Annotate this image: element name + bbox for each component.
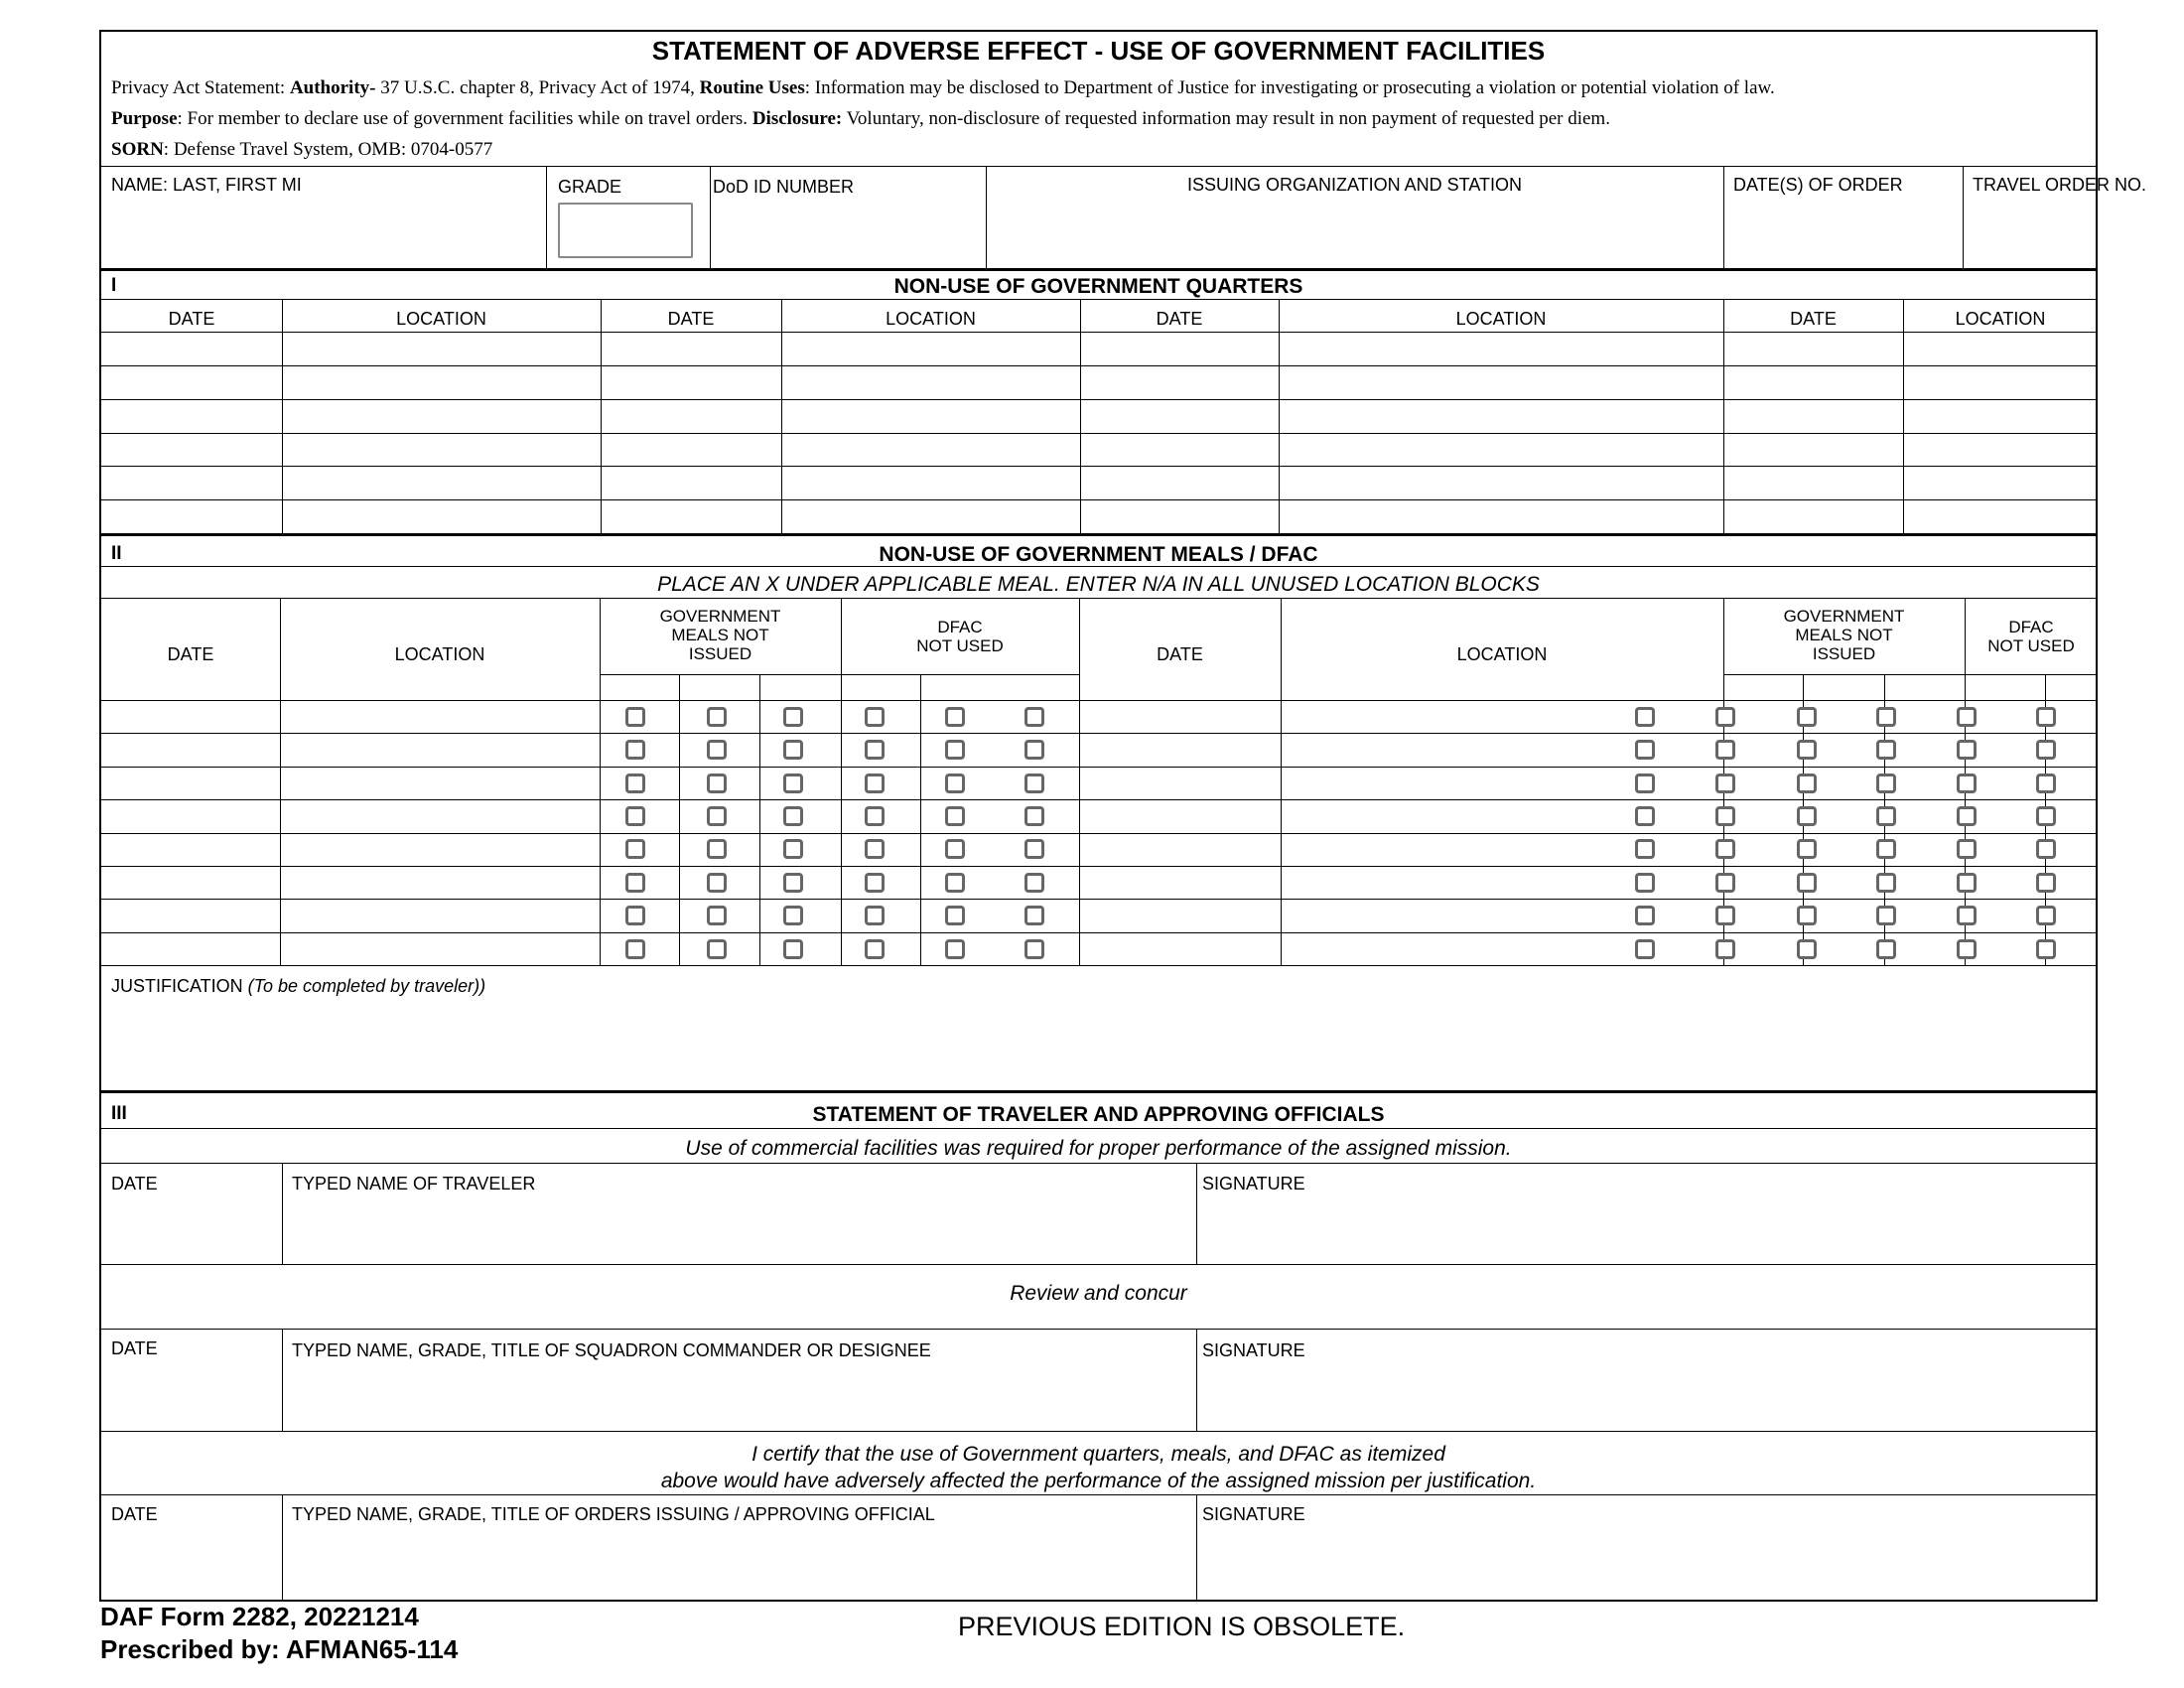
authority-text: 37 U.S.C. chapter 8, Privacy Act of 1974,	[375, 77, 700, 98]
name-field-label: NAME: LAST, FIRST MI	[111, 175, 302, 195]
meals-date-input[interactable]	[103, 702, 278, 733]
quarters-location-input[interactable]	[1905, 500, 2096, 531]
checkbox-dfac-m[interactable]	[865, 839, 885, 859]
checkbox-dfac-n[interactable]	[945, 839, 965, 859]
meals-date-input[interactable]	[103, 769, 278, 799]
rule-line	[1963, 166, 1964, 268]
checkbox-dfac-m[interactable]	[1876, 740, 1896, 760]
justification-input[interactable]	[103, 1005, 2096, 1088]
checkbox-dfac-e[interactable]	[1024, 707, 1044, 727]
checkbox-dfac-e[interactable]	[1024, 806, 1044, 826]
rule-line	[710, 166, 711, 268]
checkbox-dfac-n[interactable]	[1957, 873, 1977, 893]
adverse-effect-form	[99, 30, 2147, 1602]
rule-line	[679, 674, 680, 965]
dates-of-order-input[interactable]	[1726, 201, 1959, 264]
checkbox-dfac-n[interactable]	[945, 939, 965, 959]
checkbox-dfac-n[interactable]	[1957, 939, 1977, 959]
quarters-location-header: LOCATION	[1955, 309, 2046, 329]
checkbox-gov-e[interactable]	[1797, 939, 1817, 959]
quarters-date-header: DATE	[1790, 309, 1837, 329]
quarters-location-input[interactable]	[284, 500, 599, 531]
dates-of-order-field-label: DATE(S) OF ORDER	[1733, 175, 1903, 195]
checkbox-dfac-m[interactable]	[865, 906, 885, 925]
quarters-date-input[interactable]	[103, 500, 280, 531]
section-2-instruction: PLACE AN X UNDER APPLICABLE MEAL. ENTER N/A IN ALL UNUSED LOCATION BLOCKS	[657, 573, 1540, 596]
checkbox-dfac-e[interactable]	[1024, 939, 1044, 959]
checkbox-dfac-m[interactable]	[1876, 939, 1896, 959]
meals-date-input[interactable]	[1081, 901, 1279, 931]
checkbox-dfac-e[interactable]	[1024, 906, 1044, 925]
gov-meals-header-line: MEALS NOT	[671, 626, 769, 644]
section-1-title: NON-USE OF GOVERNMENT QUARTERS	[893, 275, 1303, 298]
commander-date-label: DATE	[111, 1338, 158, 1358]
rule-line	[101, 1090, 2098, 1093]
checkbox-dfac-e[interactable]	[2036, 806, 2056, 826]
gov-meals-header-line: GOVERNMENT	[659, 607, 781, 626]
checkbox-gov-e[interactable]	[783, 873, 803, 893]
quarters-location-input[interactable]	[284, 400, 599, 431]
rule-line	[101, 166, 2098, 167]
meals-location-input[interactable]	[282, 735, 598, 766]
rule-line	[101, 299, 2098, 300]
rule-line	[759, 674, 760, 965]
quarters-date-input[interactable]	[1725, 400, 1901, 431]
issuing-org-input[interactable]	[989, 201, 1719, 264]
checkbox-gov-e[interactable]	[1797, 707, 1817, 727]
rule-line	[101, 767, 2098, 768]
gov-meals-header-line: ISSUED	[688, 644, 752, 663]
checkbox-gov-e[interactable]	[783, 839, 803, 859]
section-2-number: II	[111, 543, 122, 564]
gov-meals-header-line: GOVERNMENT	[1783, 607, 1905, 626]
checkbox-dfac-e[interactable]	[1024, 873, 1044, 893]
checkbox-gov-n[interactable]	[707, 740, 727, 760]
meals-location-header: LOCATION	[1456, 644, 1548, 664]
checkbox-gov-e[interactable]	[783, 806, 803, 826]
quarters-date-input[interactable]	[103, 467, 280, 497]
quarters-date-input[interactable]	[1725, 434, 1901, 465]
rule-line	[601, 299, 602, 533]
checkbox-gov-n[interactable]	[707, 707, 727, 727]
quarters-location-input[interactable]	[1281, 434, 1721, 465]
rule-line	[101, 700, 2098, 701]
privacy-line-1	[111, 77, 1775, 99]
rule-line	[101, 965, 2098, 966]
rule-line	[1196, 1329, 1197, 1431]
quarters-date-input[interactable]	[603, 400, 779, 431]
sorn-text: : Defense Travel System, OMB: 0704-0577	[163, 139, 493, 160]
checkbox-dfac-m[interactable]	[865, 740, 885, 760]
checkbox-dfac-e[interactable]	[2036, 774, 2056, 793]
dod-id-field-label: DoD ID NUMBER	[713, 177, 855, 197]
sorn-label: SORN	[111, 139, 164, 160]
traveler-signature-input[interactable]	[1198, 1198, 2096, 1262]
meals-location-input[interactable]	[282, 702, 598, 733]
checkbox-dfac-n[interactable]	[1957, 806, 1977, 826]
quarters-date-input[interactable]	[1082, 434, 1277, 465]
meals-date-header: DATE	[1157, 644, 1203, 664]
rule-line	[101, 598, 2098, 599]
rule-line	[101, 533, 2098, 536]
checkbox-dfac-n[interactable]	[945, 806, 965, 826]
quarters-location-input[interactable]	[1281, 400, 1721, 431]
rule-line	[546, 166, 547, 268]
rule-line	[1279, 299, 1280, 533]
quarters-date-input[interactable]	[603, 367, 779, 398]
gov-meals-header-line: MEALS NOT	[1795, 626, 1893, 644]
travel-order-no-field-label: TRAVEL ORDER NO.	[1973, 175, 2147, 195]
meals-location-input[interactable]	[1283, 835, 1721, 866]
meals-location-input[interactable]	[1283, 801, 1721, 832]
quarters-location-input[interactable]	[1905, 467, 2096, 497]
quarters-date-input[interactable]	[1082, 334, 1277, 364]
checkbox-gov-n[interactable]	[707, 873, 727, 893]
justification-note: (To be completed by traveler))	[247, 976, 486, 996]
quarters-location-input[interactable]	[284, 334, 599, 364]
purpose-text: : For member to declare use of government facilities while on travel orders.	[177, 108, 752, 129]
rule-line	[101, 1163, 2098, 1164]
meals-location-input[interactable]	[1283, 868, 1721, 899]
meals-location-input[interactable]	[1283, 769, 1721, 799]
quarters-location-input[interactable]	[783, 400, 1078, 431]
checkbox-gov-e[interactable]	[783, 906, 803, 925]
meals-location-input[interactable]	[282, 835, 598, 866]
meals-date-input[interactable]	[103, 801, 278, 832]
rule-line	[101, 1128, 2098, 1129]
name-input[interactable]	[103, 201, 540, 264]
quarters-date-input[interactable]	[103, 400, 280, 431]
checkbox-dfac-m[interactable]	[865, 873, 885, 893]
rule-line	[600, 674, 1079, 675]
meals-location-input[interactable]	[282, 901, 598, 931]
official-date-label: DATE	[111, 1504, 158, 1524]
form-footer	[100, 1601, 458, 1666]
rule-line	[1723, 166, 1724, 268]
routine-uses-text: : Information may be disclosed to Department of Justice for investigating or prosecuting a violation or potential violation of law.	[804, 77, 1775, 98]
quarters-date-input[interactable]	[1082, 467, 1277, 497]
official-signature-label: SIGNATURE	[1202, 1504, 1305, 1524]
quarters-date-input[interactable]	[603, 434, 779, 465]
meals-date-input[interactable]	[1081, 868, 1279, 899]
rule-line	[101, 833, 2098, 834]
rule-line	[101, 1494, 2098, 1495]
checkbox-gov-e[interactable]	[1797, 906, 1817, 925]
rule-line	[282, 299, 283, 533]
rule-line	[1903, 299, 1904, 533]
quarters-location-header: LOCATION	[396, 309, 486, 329]
rule-line	[101, 1329, 2098, 1330]
checkbox-dfac-e[interactable]	[2036, 939, 2056, 959]
checkbox-dfac-e[interactable]	[2036, 839, 2056, 859]
privacy-line-3	[111, 139, 492, 161]
checkbox-dfac-m[interactable]	[865, 806, 885, 826]
checkbox-dfac-n[interactable]	[945, 906, 965, 925]
quarters-date-input[interactable]	[1725, 334, 1901, 364]
privacy-line-2	[111, 108, 1610, 130]
section-2-title: NON-USE OF GOVERNMENT MEALS / DFAC	[879, 543, 1318, 566]
checkbox-dfac-m[interactable]	[1876, 906, 1896, 925]
commander-signature-label: SIGNATURE	[1202, 1340, 1305, 1360]
section-1-number: I	[111, 275, 117, 296]
rule-line	[101, 899, 2098, 900]
traveler-date-label: DATE	[111, 1174, 158, 1194]
rule-line	[101, 1264, 2098, 1265]
quarters-date-header: DATE	[667, 309, 715, 329]
rule-line	[101, 799, 2098, 800]
meals-date-input[interactable]	[103, 735, 278, 766]
meals-date-input[interactable]	[1081, 702, 1279, 733]
quarters-date-input[interactable]	[1082, 400, 1277, 431]
quarters-location-input[interactable]	[284, 434, 599, 465]
quarters-date-input[interactable]	[103, 334, 280, 364]
rule-line	[101, 866, 2098, 867]
quarters-location-input[interactable]	[783, 500, 1078, 531]
quarters-date-input[interactable]	[103, 367, 280, 398]
purpose-label: Purpose	[111, 108, 178, 129]
checkbox-gov-m[interactable]	[625, 839, 645, 859]
official-name-input[interactable]	[284, 1529, 1194, 1599]
quarters-location-input[interactable]	[783, 334, 1078, 364]
quarters-location-input[interactable]	[783, 367, 1078, 398]
issuing-org-field-label: ISSUING ORGANIZATION AND STATION	[1186, 175, 1523, 195]
quarters-date-input[interactable]	[1082, 500, 1277, 531]
checkbox-gov-m[interactable]	[625, 707, 645, 727]
checkbox-gov-e[interactable]	[1797, 873, 1817, 893]
meals-date-input[interactable]	[103, 868, 278, 899]
quarters-date-header: DATE	[168, 309, 215, 329]
checkbox-dfac-n[interactable]	[1957, 774, 1977, 793]
meals-date-input[interactable]	[1081, 934, 1279, 965]
checkbox-gov-e[interactable]	[783, 707, 803, 727]
justification-label-text: JUSTIFICATION	[111, 976, 248, 996]
grade-field-label: GRADE	[558, 177, 622, 197]
quarters-location-input[interactable]	[1905, 334, 2096, 364]
dfac-header-line: NOT USED	[916, 636, 1004, 655]
official-signature-input[interactable]	[1198, 1529, 2096, 1599]
quarters-date-input[interactable]	[603, 500, 779, 531]
checkbox-gov-m[interactable]	[625, 873, 645, 893]
checkbox-dfac-m[interactable]	[865, 774, 885, 793]
grade-input-field[interactable]	[558, 203, 693, 258]
checkbox-dfac-m[interactable]	[865, 939, 885, 959]
checkbox-dfac-n[interactable]	[1957, 839, 1977, 859]
checkbox-gov-m[interactable]	[625, 906, 645, 925]
meals-date-header: DATE	[167, 644, 214, 664]
traveler-name-input[interactable]	[284, 1198, 1194, 1262]
rule-line	[1196, 1494, 1197, 1602]
review-and-concur: Review and concur	[1010, 1282, 1187, 1305]
checkbox-gov-m[interactable]	[625, 740, 645, 760]
checkbox-gov-m[interactable]	[625, 774, 645, 793]
checkbox-gov-n[interactable]	[707, 939, 727, 959]
quarters-date-input[interactable]	[603, 334, 779, 364]
checkbox-gov-e[interactable]	[1797, 806, 1817, 826]
meals-location-input[interactable]	[282, 801, 598, 832]
meals-date-input[interactable]	[103, 835, 278, 866]
certify-line-2: above would have adversely affected the performance of the assigned mission per justification.	[660, 1470, 1537, 1492]
dfac-header-line: DFAC	[2008, 618, 2054, 636]
quarters-date-input[interactable]	[1082, 367, 1277, 398]
quarters-location-input[interactable]	[1281, 367, 1721, 398]
edition-note: PREVIOUS EDITION IS OBSOLETE.	[958, 1612, 1406, 1641]
rule-line	[1080, 299, 1081, 533]
meals-date-input[interactable]	[1081, 835, 1279, 866]
checkbox-gov-e[interactable]	[783, 939, 803, 959]
gov-meals-header-line: ISSUED	[1812, 644, 1876, 663]
rule-line	[282, 1329, 283, 1431]
rule-line	[101, 733, 2098, 734]
commander-signature-input[interactable]	[1198, 1364, 2096, 1428]
commander-name-label: TYPED NAME, GRADE, TITLE OF SQUADRON COMMANDER OR DESIGNEE	[292, 1340, 931, 1360]
checkbox-gov-n[interactable]	[707, 806, 727, 826]
quarters-location-header: LOCATION	[1455, 309, 1547, 329]
checkbox-dfac-e[interactable]	[2036, 906, 2056, 925]
checkbox-dfac-e[interactable]	[1024, 740, 1044, 760]
dod-id-input[interactable]	[713, 201, 981, 264]
section-3-statement: Use of commercial facilities was required for proper performance of the assigned mission.	[685, 1137, 1512, 1160]
privacy-prefix: Privacy Act Statement:	[111, 77, 290, 98]
checkbox-dfac-m[interactable]	[1876, 707, 1896, 727]
rule-line	[101, 332, 2098, 333]
certify-line-1: I certify that the use of Government quarters, meals, and DFAC as itemized	[751, 1443, 1445, 1466]
rule-line	[1723, 674, 2098, 675]
checkbox-dfac-n[interactable]	[1957, 740, 1977, 760]
rule-line	[920, 674, 921, 965]
checkbox-gov-e[interactable]	[783, 774, 803, 793]
checkbox-dfac-n[interactable]	[1957, 906, 1977, 925]
rule-line	[101, 268, 2098, 271]
meals-location-header: LOCATION	[394, 644, 485, 664]
routine-uses-label: Routine Uses	[699, 77, 805, 98]
checkbox-dfac-m[interactable]	[865, 707, 885, 727]
checkbox-gov-e[interactable]	[1797, 774, 1817, 793]
rule-line	[282, 1163, 283, 1264]
checkbox-dfac-m[interactable]	[1876, 839, 1896, 859]
checkbox-gov-e[interactable]	[1797, 839, 1817, 859]
quarters-location-input[interactable]	[1905, 367, 2096, 398]
checkbox-dfac-n[interactable]	[945, 774, 965, 793]
quarters-location-input[interactable]	[783, 467, 1078, 497]
dfac-header-line: NOT USED	[1987, 636, 2075, 655]
checkbox-gov-n[interactable]	[707, 839, 727, 859]
quarters-location-input[interactable]	[1905, 400, 2096, 431]
meals-location-input[interactable]	[1283, 702, 1721, 733]
checkbox-dfac-e[interactable]	[1024, 774, 1044, 793]
rule-line	[101, 932, 2098, 933]
checkbox-dfac-e[interactable]	[2036, 873, 2056, 893]
checkbox-dfac-n[interactable]	[945, 740, 965, 760]
checkbox-gov-e[interactable]	[1797, 740, 1817, 760]
quarters-date-header: DATE	[1156, 309, 1203, 329]
checkbox-gov-m[interactable]	[625, 806, 645, 826]
meals-date-input[interactable]	[1081, 801, 1279, 832]
quarters-date-input[interactable]	[603, 467, 779, 497]
rule-line	[282, 1494, 283, 1602]
meals-date-input[interactable]	[103, 901, 278, 931]
meals-location-input[interactable]	[1283, 901, 1721, 931]
quarters-location-input[interactable]	[783, 434, 1078, 465]
checkbox-dfac-m[interactable]	[1876, 774, 1896, 793]
rule-line	[781, 299, 782, 533]
quarters-location-input[interactable]	[1281, 334, 1721, 364]
meals-location-input[interactable]	[282, 769, 598, 799]
checkbox-gov-m[interactable]	[625, 939, 645, 959]
traveler-signature-label: SIGNATURE	[1202, 1174, 1305, 1194]
section-3-title: STATEMENT OF TRAVELER AND APPROVING OFFICIALS	[812, 1103, 1385, 1126]
commander-name-input[interactable]	[284, 1364, 1194, 1428]
rule-line	[1196, 1163, 1197, 1264]
checkbox-dfac-m[interactable]	[1876, 806, 1896, 826]
prescribed-by: Prescribed by: AFMAN65-114	[100, 1634, 459, 1664]
quarters-location-input[interactable]	[284, 467, 599, 497]
checkbox-gov-n[interactable]	[707, 906, 727, 925]
meals-location-input[interactable]	[1283, 934, 1721, 965]
quarters-date-input[interactable]	[103, 434, 280, 465]
commander-date-input[interactable]	[103, 1364, 280, 1428]
meals-location-input[interactable]	[282, 934, 598, 965]
traveler-name-label: TYPED NAME OF TRAVELER	[292, 1174, 536, 1194]
quarters-location-input[interactable]	[1281, 467, 1721, 497]
checkbox-gov-n[interactable]	[707, 774, 727, 793]
checkbox-dfac-n[interactable]	[1957, 707, 1977, 727]
official-name-label: TYPED NAME, GRADE, TITLE OF ORDERS ISSUING / APPROVING OFFICIAL	[292, 1504, 935, 1524]
meals-date-input[interactable]	[103, 934, 278, 965]
meals-location-input[interactable]	[282, 868, 598, 899]
quarters-date-input[interactable]	[1725, 367, 1901, 398]
authority-label: Authority-	[289, 77, 376, 98]
meals-date-input[interactable]	[1081, 735, 1279, 766]
meals-location-input[interactable]	[1283, 735, 1721, 766]
quarters-location-input[interactable]	[1281, 500, 1721, 531]
form-title: STATEMENT OF ADVERSE EFFECT - USE OF GOVERNMENT FACILITIES	[651, 36, 1546, 66]
disclosure-label: Disclosure:	[751, 108, 843, 129]
rule-line	[101, 1431, 2098, 1432]
quarters-location-input[interactable]	[1905, 434, 2096, 465]
quarters-location-header: LOCATION	[886, 309, 976, 329]
justification-label	[111, 976, 485, 997]
meals-date-input[interactable]	[1081, 769, 1279, 799]
quarters-date-input[interactable]	[1725, 500, 1901, 531]
checkbox-dfac-m[interactable]	[1876, 873, 1896, 893]
travel-order-no-input[interactable]	[1966, 201, 2095, 264]
official-date-input[interactable]	[103, 1529, 280, 1599]
traveler-date-input[interactable]	[103, 1198, 280, 1262]
checkbox-dfac-e[interactable]	[1024, 839, 1044, 859]
disclosure-text: Voluntary, non-disclosure of requested information may result in non payment of requested per diem.	[842, 108, 1610, 129]
checkbox-gov-e[interactable]	[783, 740, 803, 760]
checkbox-dfac-e[interactable]	[2036, 707, 2056, 727]
quarters-date-input[interactable]	[1725, 467, 1901, 497]
checkbox-dfac-e[interactable]	[2036, 740, 2056, 760]
rule-line	[1723, 299, 1724, 533]
section-3-number: III	[111, 1103, 127, 1124]
dfac-header-line: DFAC	[937, 618, 983, 636]
checkbox-dfac-n[interactable]	[945, 707, 965, 727]
form-number: DAF Form 2282, 20221214	[100, 1602, 419, 1631]
checkbox-dfac-n[interactable]	[945, 873, 965, 893]
quarters-location-input[interactable]	[284, 367, 599, 398]
